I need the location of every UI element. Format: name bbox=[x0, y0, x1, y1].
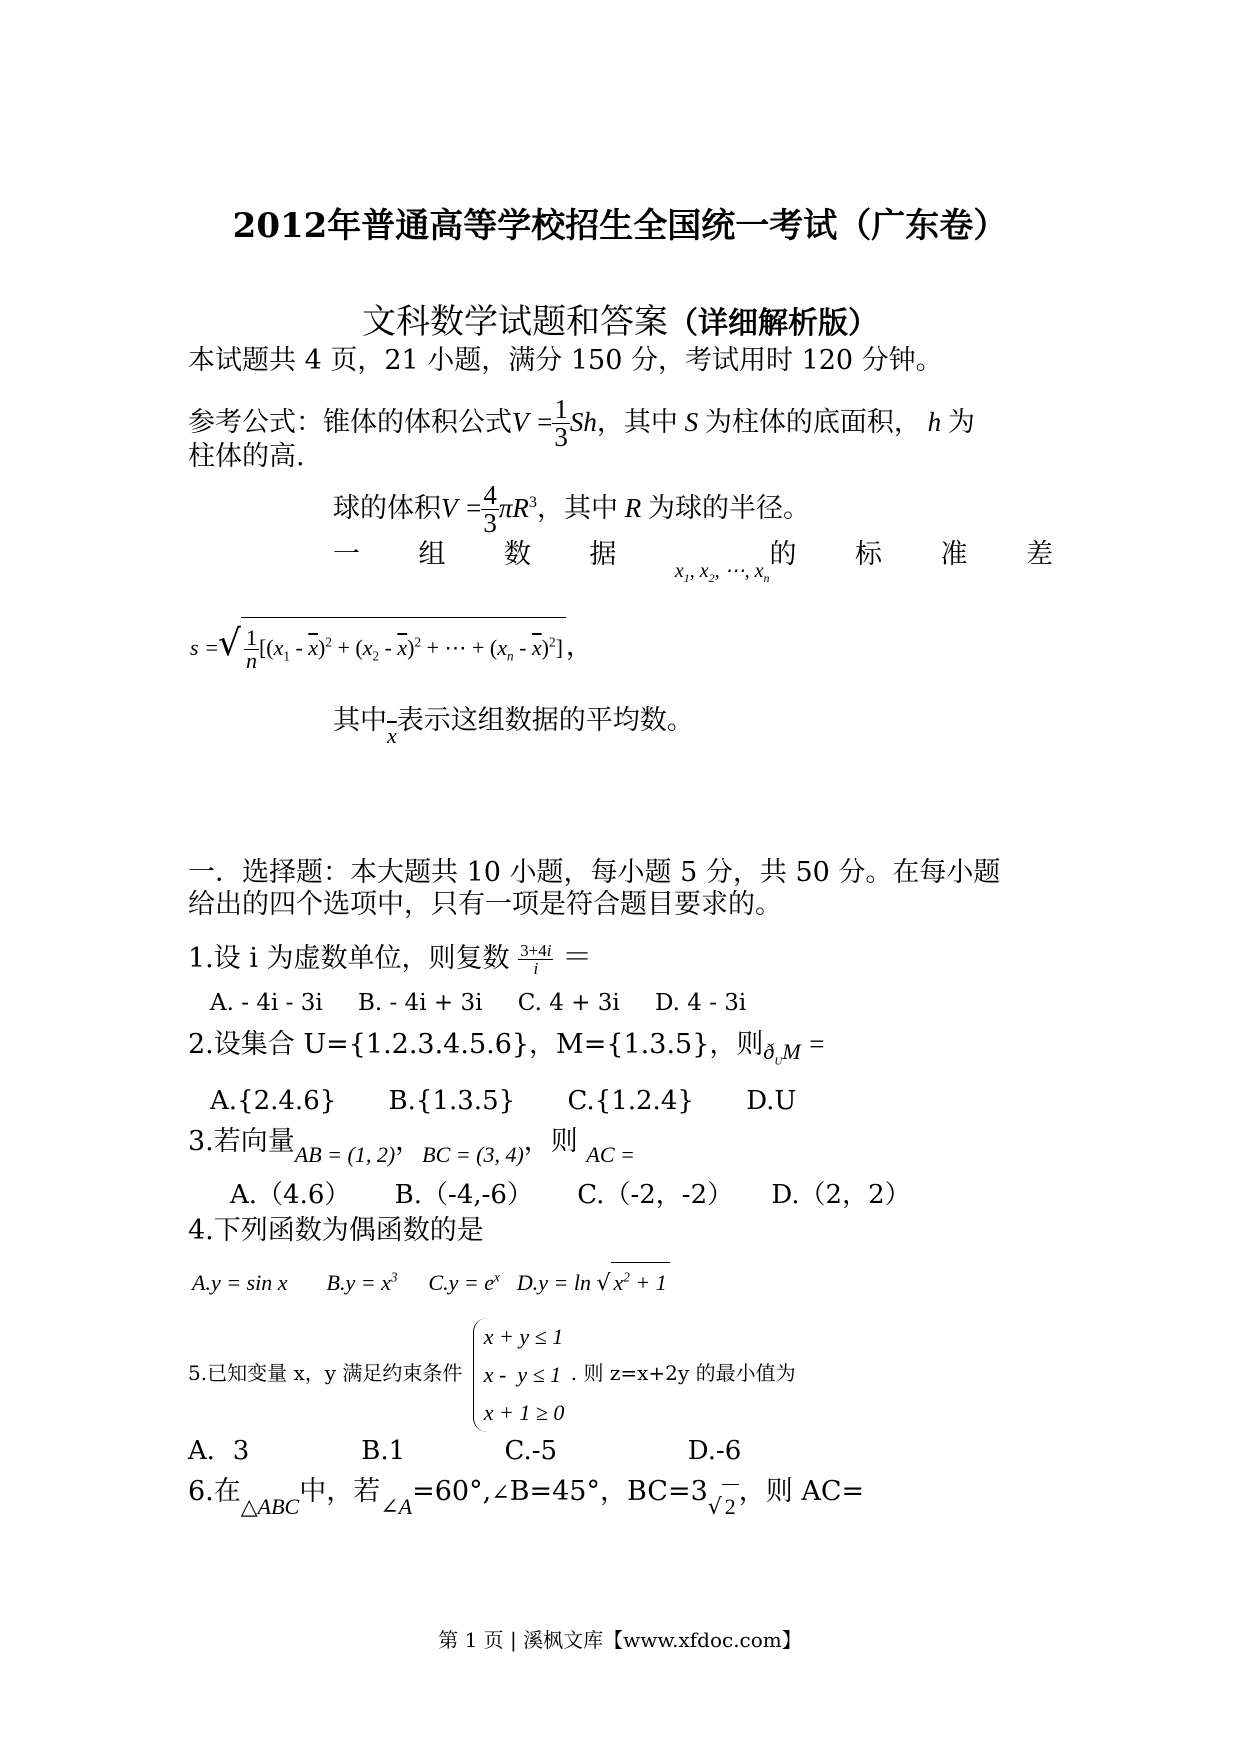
mean-symbol: x bbox=[387, 723, 397, 748]
document-subtitle bbox=[0, 294, 1240, 343]
q2-option-a[interactable]: A.{2.4.6} bbox=[210, 1086, 337, 1116]
mean-line: 其中$_{\overline{x}}$表示这组数据的平均数。 bbox=[333, 705, 694, 748]
intro-line: 本试题共 4 页，21 小题，满分 150 分，考试用时 120 分钟。 bbox=[188, 345, 943, 376]
q2-option-d[interactable]: D.U bbox=[746, 1086, 797, 1116]
q4-option-a[interactable]: A.y = sin x bbox=[192, 1270, 288, 1295]
q5-option-d[interactable]: D.-6 bbox=[687, 1436, 742, 1466]
std-dev-line: 一 组 数 据 $_{x_1, x_2, \cdots, x_n}$的 标 准 差 bbox=[333, 539, 1053, 585]
question-6: 6.在$_{\triangle ABC}$中，若$_{\angle A}$=60°,∠B=45°，$BC=3_√$ 2 ，则 AC= bbox=[188, 1470, 864, 1516]
question-3-options bbox=[230, 1178, 911, 1212]
question-5: 5.已知变量 x，y 满足约束条件 x + y ≤ 1 x - y ≤ 1 x + 1 ≥ 0 . 则 z=x+2y 的最小值为 bbox=[188, 1318, 796, 1430]
page-footer: 第 1 页 | 溪枫文库【www.xfdoc.com】 bbox=[438, 1628, 802, 1652]
question-4: 4.下列函数为偶函数的是 bbox=[188, 1215, 484, 1246]
q4-option-c[interactable]: $C.y = e^x$ bbox=[428, 1269, 500, 1295]
subtitle-tag: （详细解析版） bbox=[668, 306, 878, 341]
std-dev-formula: s =√ $\frac{1}{n}$ [$(x_1 - \overline{x})^2 + (x_2 - \overline{x})^2$ + ⋯ + $(x_n - \overline{x})^2$] ， bbox=[190, 614, 593, 679]
question-1: 1.设 i 为虚数单位，则复数 $\frac{3+4i}{i}$ ＝ bbox=[188, 941, 593, 978]
q2-option-c[interactable]: C.{1.2.4} bbox=[567, 1086, 694, 1116]
q5-option-a[interactable]: A．3 bbox=[188, 1436, 250, 1466]
question-3: 3.若向量$_{AB = (1, 2)}$，$_{BC = (3, 4)}$，则 $_{AC =}$ bbox=[188, 1126, 635, 1167]
q3-option-a[interactable]: A.（4.6） bbox=[230, 1180, 351, 1210]
q3-option-d[interactable]: D.（2，2） bbox=[771, 1180, 911, 1210]
q5-option-c[interactable]: C.-5 bbox=[504, 1436, 558, 1466]
question-2: 2.设集合 U={1.2.3.4.5.6}，M={1.3.5}，则$_{ð_UM}$ = bbox=[188, 1029, 825, 1068]
constraint-system: x + y ≤ 1 x - y ≤ 1 x + 1 ≥ 0 bbox=[473, 1318, 565, 1432]
q4-option-b[interactable]: $B.y = x^3$ bbox=[326, 1269, 398, 1295]
question-4-options bbox=[192, 1262, 670, 1304]
question-2-options bbox=[210, 1084, 796, 1118]
formula-cone: 参考公式：锥体的体积公式V = $\frac{1}{3}$ Sh，其中 S 为柱体的底面积， h 为 bbox=[188, 394, 975, 452]
q1-option-c[interactable]: C. 4 + 3i bbox=[517, 990, 620, 1016]
q1-option-a[interactable]: A. - 4i - 3i bbox=[210, 990, 323, 1016]
document-title: 2012年普通高等学校招生全国统一考试（广东卷） bbox=[232, 206, 1008, 246]
complex-fraction: $\frac{3+4i}{i}$ bbox=[520, 941, 552, 978]
q3-option-c[interactable]: C.（-2，-2） bbox=[577, 1180, 734, 1210]
q1-option-b[interactable]: B. - 4i + 3i bbox=[358, 990, 483, 1016]
question-1-options bbox=[210, 986, 746, 1020]
sample-variables: x1, x2, ⋯, xn bbox=[674, 560, 770, 585]
section-heading-line1: 一．选择题：本大题共 10 小题，每小题 5 分，共 50 分。在每小题 bbox=[188, 857, 1001, 888]
q3-option-b[interactable]: B.（-4,-6） bbox=[394, 1180, 533, 1210]
subtitle-main: 文科数学试题和答案 bbox=[362, 302, 668, 342]
q2-option-b[interactable]: B.{1.3.5} bbox=[388, 1086, 516, 1116]
fraction-one-third: $\frac{1}{3}$ bbox=[554, 394, 568, 452]
q1-option-d[interactable]: D. 4 - 3i bbox=[655, 990, 747, 1016]
formula-cone-line2: 柱体的高. bbox=[188, 441, 305, 472]
complement-symbol: ðUM bbox=[763, 1039, 801, 1068]
q4-option-d[interactable]: D.y = ln √ $x^2 + 1$ bbox=[517, 1270, 670, 1295]
formula-sphere: 球的体积V = $\frac{4}{3}$ $\pi R^3$，其中 R 为球的半径。 bbox=[333, 480, 810, 538]
section-heading-line2: 给出的四个选项中，只有一项是符合题目要求的。 bbox=[188, 889, 782, 920]
fraction-four-thirds: $\frac{4}{3}$ bbox=[483, 480, 497, 538]
q5-option-b[interactable]: B.1 bbox=[361, 1436, 406, 1466]
question-5-options bbox=[188, 1434, 741, 1468]
